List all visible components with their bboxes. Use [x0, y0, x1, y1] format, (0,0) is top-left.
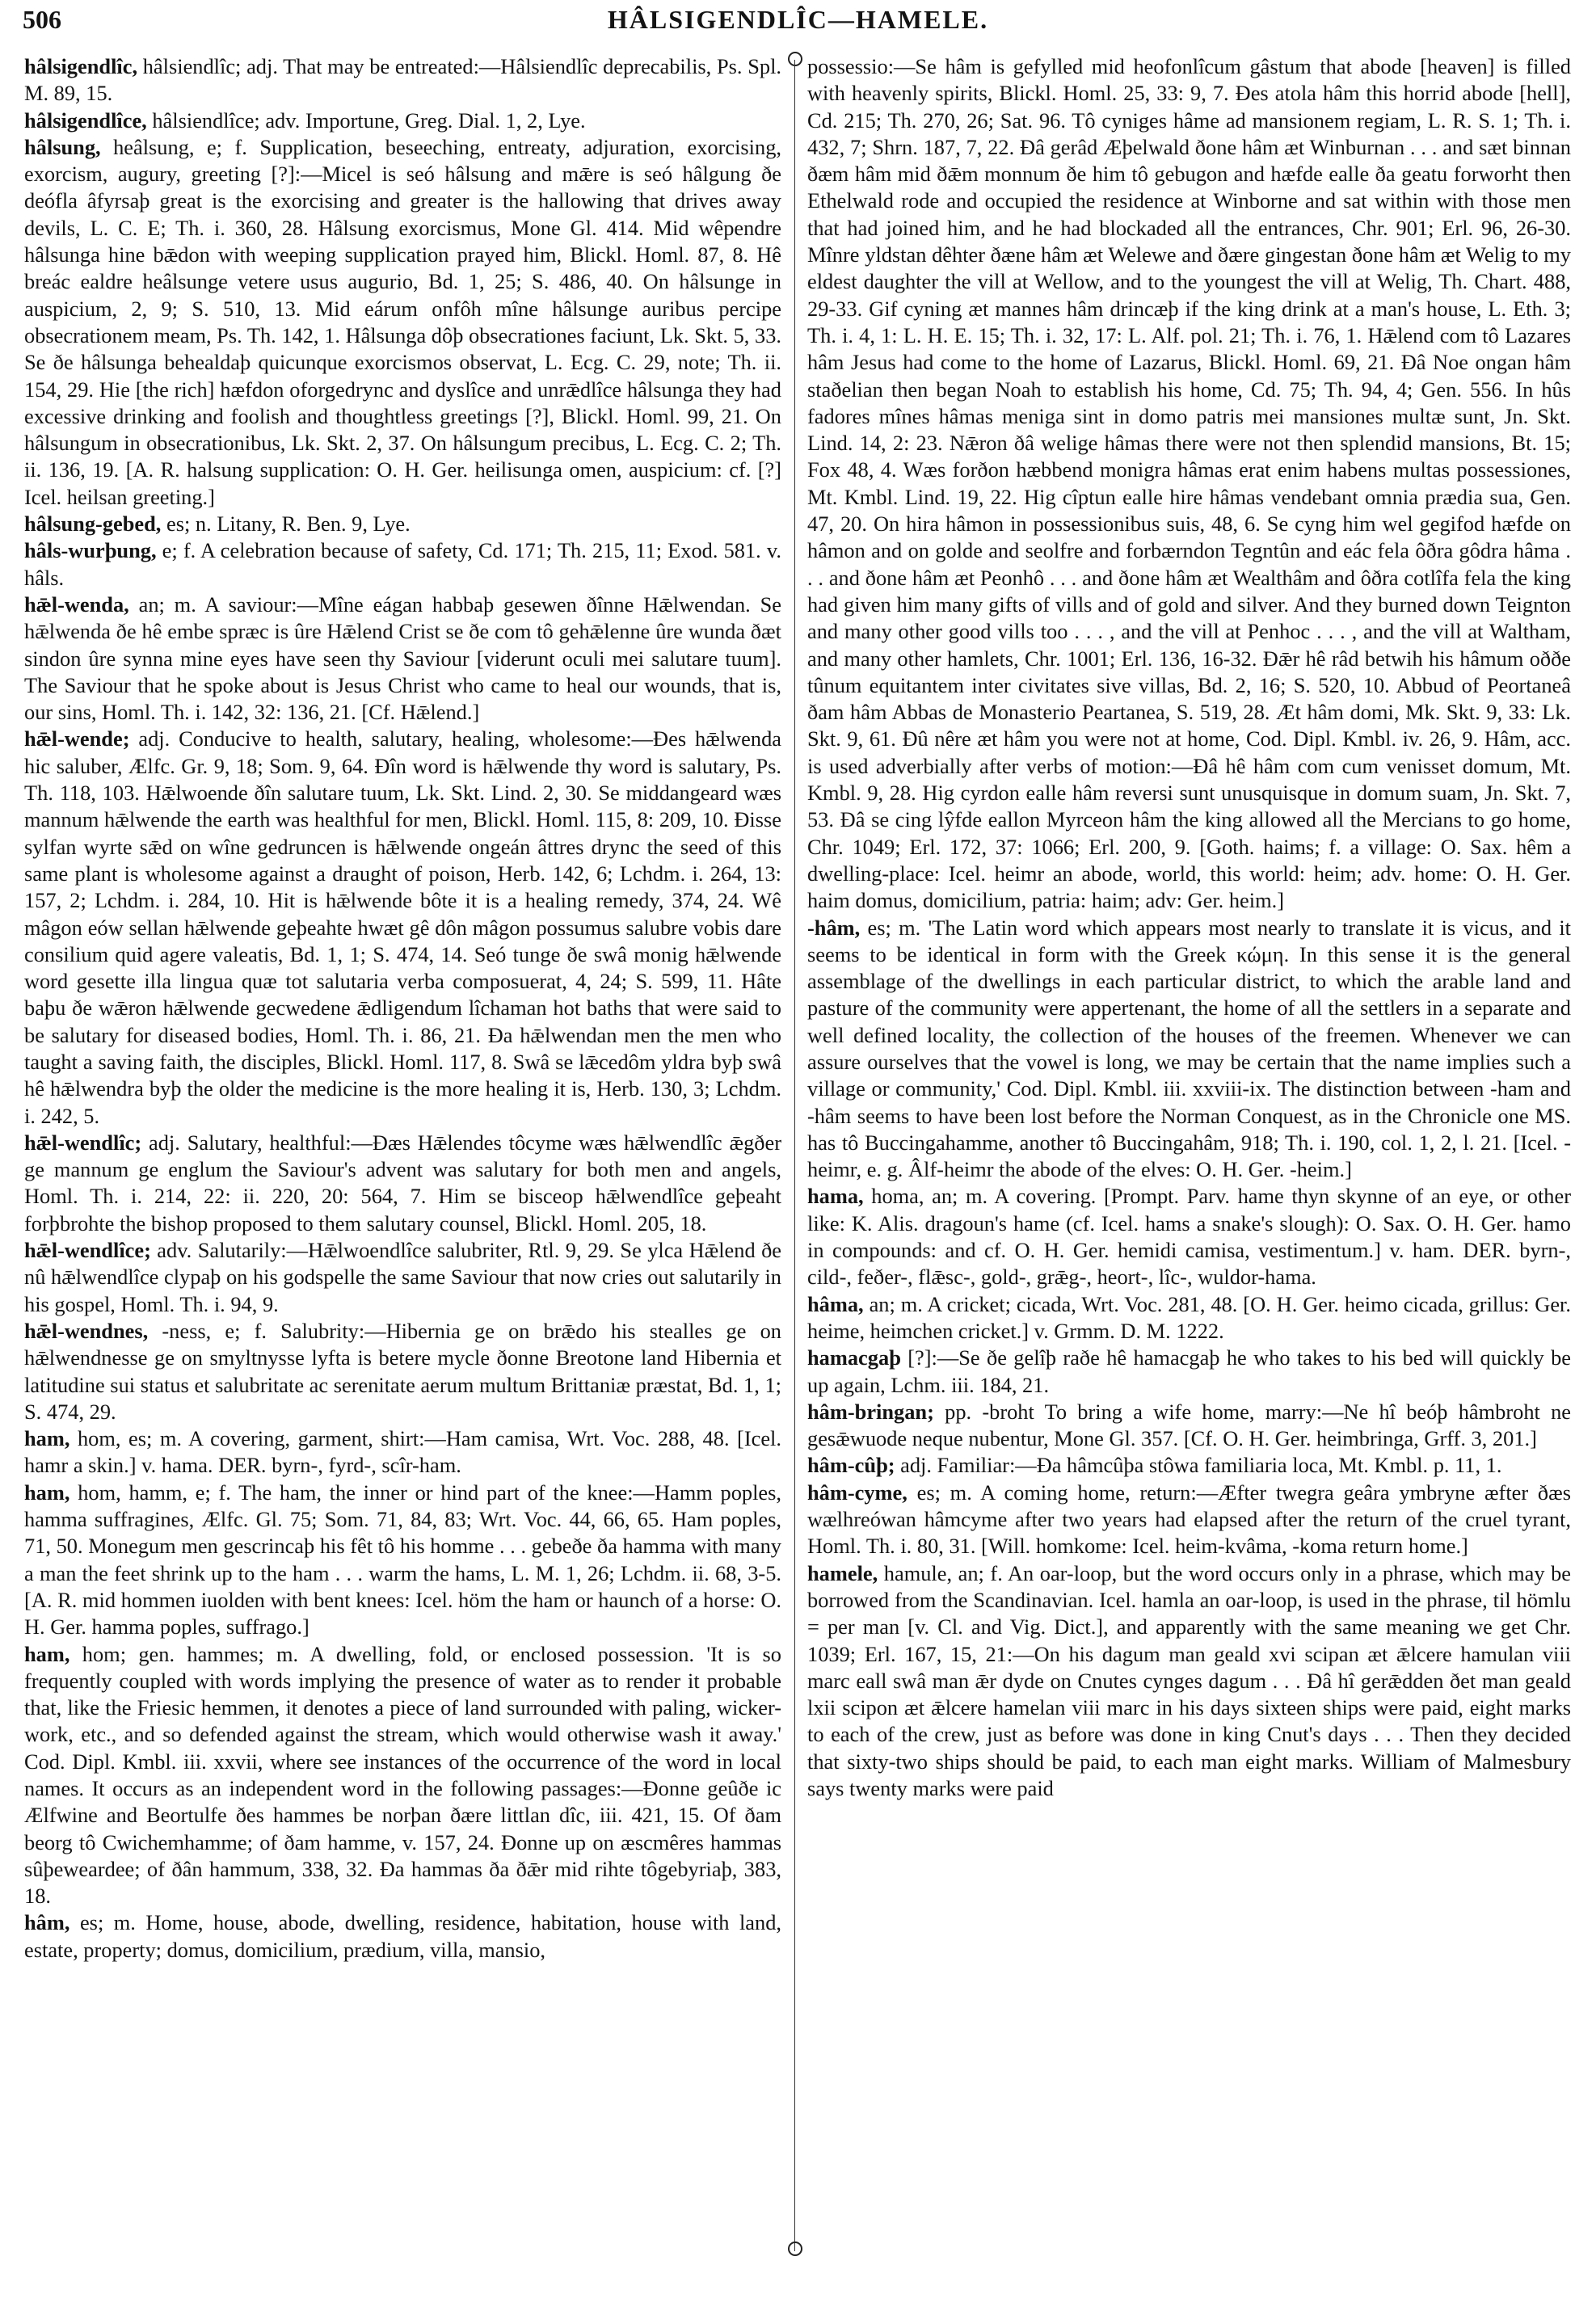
- entry-text: adv. Salutarily:—Hǣlwoendlîce salubriter, Rtl. 9, 29. Se ylca Hǣlend ðe nû hǣlwendlîce clypaþ on his godspelle the same Saviour that now cries out salutarily in his gospel, Homl. Th. i. 94, 9.: [24, 1238, 781, 1316]
- dictionary-entry: [807, 1452, 1571, 1479]
- entry-text: adj. Familiar:—Ða hâmcûþa stôwa familiaria loca, Mt. Kmbl. p. 11, 1.: [895, 1453, 1502, 1478]
- dictionary-entry: [24, 1425, 781, 1480]
- dictionary-entry: [24, 537, 781, 591]
- right-column: [807, 53, 1571, 2300]
- dictionary-entry: [24, 1909, 781, 1964]
- headword: hǣl-wendlîc;: [24, 1130, 142, 1155]
- entry-text: hâlsiendlîce; adv. Importune, Greg. Dial. 1, 2, Lye.: [146, 107, 586, 133]
- headword: hâls-wurþung,: [24, 538, 157, 563]
- entry-text: hom, es; m. A covering, garment, shirt:—Ham camisa, Wrt. Voc. 288, 48. [Icel. hamr a skin.] v. hama. DER. byrn-, fyrd-, scîr-ham.: [24, 1426, 781, 1478]
- dictionary-entry: [24, 1480, 781, 1641]
- dictionary-entry: [807, 1399, 1571, 1453]
- headword: hâm-bringan;: [807, 1399, 934, 1424]
- entry-text: heâlsung, e; f. Supplication, beseeching, entreaty, adjuration, exorcising, exorcism, augury, greeting [?]:—Micel is seó hâlsung and mǣre is seó hâlgung ðe deófla âfyrsaþ great is the exorcising and greater is the hallowing that drives away devils, L. C. E; Th. i. 360, 28. Hâlsung exorcismus, Mone Gl. 414. Mid wêpendre hâlsunga hine bǣdon with weeping supplication prayed him, Blickl. Homl. 87, 8. Hê breác ealdre heâlsunge vetere usus augurio, Bd. 1, 25; S. 486, 40. On hâlsunge in auspicium, 2, 9; S. 510, 13. Mid eárum onfôh mîne hâlsunge auribus percipe obsecrationem meam, Ps. Th. 142, 1. Hâlsunga dôþ obsecrationes faciunt, Lk. Skt. 5, 33. Se ðe hâlsunga behealdaþ quicunque exorcismos observat, L. Ecg. C. 29, note; Th. ii. 154, 29. Hie [the rich] hæfdon oforgedrync and dyslîce and unrǣdlîce hâlsunga they had excessive drinking and foolish and thoughtless greetings [?], Blickl. Homl. 99, 21. On hâlsungum in obsecrationibus, Lk. Skt. 2, 37. On hâlsungum precibus, L. Ecg. C. 2; Th. ii. 136, 19. [A. R. halsung supplication: O. H. Ger. heilisunga omen, auspicium: cf. [?] Icel. heilsan greeting.]: [24, 134, 781, 509]
- dictionary-entry: [24, 726, 781, 1129]
- dictionary-entry: [24, 1130, 781, 1237]
- column-ornament-bottom: [788, 2242, 802, 2256]
- headword: hâm,: [24, 1910, 70, 1935]
- entry-text: possessio:—Se hâm is gefylled mid heofonlîcum gâstum that abode [heaven] is filled with heavenly spirits, Blickl. Homl. 25, 33: 9, 7. Ðes atola hâm this horrid abode [hell], Cd. 215; Th. 270, 26; Sat. 96. Tô cyniges hâme ad mansionem regiam, L. R. S. 1; Th. i. 432, 7; Shrn. 187, 7, 22. Ðâ gerâd Æþelwald ðone hâm æt Winburnan . . . and sæt binnan ðæm hâm mid ðǣm monnum ðe him tô gebugon and hæfde ealle ða geatu forworht then Ethelwald rode and occupied the residence at Winborne and sat within with those men that had joined him, and he had blockaded all the entrances, Chr. 901; Erl. 96, 26-30. Mînre yldstan dêhter ðæne hâm æt Welewe and ðære gingestan ðone hâm æt Welig to my eldest daughter the vill at Wellow, and to the youngest the vill at Welig, Th. Chart. 488, 29-33. Gif cyning æt mannes hâm drincæþ if the king drink at a man's house, L. Eth. 3; Th. i. 4, 1: L. H. E. 15; Th. i. 32, 17: L. Alf. pol. 21; Th. i. 76, 1. Hǣlend com tô Lazares hâm Jesus had come to the home of Lazarus, Blickl. Homl. 69, 21. Ðâ Noe ongan hâm staðelian then began Noah to establish his home, Cd. 75; Th. 94, 4; Gen. 556. In hûs fadores mînes hâmas meniga sint in domo patris mei mansiones multæ sunt, Jn. Skt. Lind. 14, 2: 23. Nǣron ðâ welige hâmas there were not then splendid mansions, Bt. 15; Fox 48, 4. Wæs forðon hæbbend monigra hâmas erat enim habens multas possessiones, Mt. Kmbl. Lind. 19, 22. Hig cîptun ealle hire hâmas vendebant omnia prædia sua, Gen. 47, 20. On hira hâmon in possessionibus suis, 48, 6. Se cyng him wel gegifod hæfde on hâmon and on golde and seolfre and forbærndon Tegntûn and eác fela ôðra gôdra hâma . . . and ðone hâm æt Peonhô . . . and ðone hâm æt Wealthâm and ôðra cotlîfa fela the king had given him many gifts of vills and of gold and silver. And they burned down Teignton and many other good vills too . . . , and the vill at Penhoc . . . , and the vill at Waltham, and many other hamlets, Chr. 1001; Erl. 136, 16-32. Ðǣr hê râd betwih his hâmum oððe tûnum equitantem inter civitates sive villas, Bd. 2, 16; S. 520, 10. Abbud of Peortaneâ ðam hâm Abbas de Monasterio Peartanea, S. 519, 28. Æt hâm domi, Mk. Skt. 9, 33: Lk. Skt. 9, 61. Ðû nêre æt hâm you were not at home, Cod. Dipl. Kmbl. iv. 26, 9. Hâm, acc. is used adverbially after verbs of motion:—Ðâ hê hâm com cum venisset domum, Mt. Kmbl. 9, 28. Hig cyrdon ealle hâm reversi sunt unusquisque in domum suam, Jn. Skt. 7, 53. Ðâ se cing lŷfde eallon Myrceon hâm the king allowed all the Mercians to go home, Chr. 1049; Erl. 172, 37: 1066; Erl. 200, 9. [Goth. haims; f. a village: O. Sax. hêm a dwelling-place: Icel. heimr an abode, world, this world: heim; adv. home: O. H. Ger. haim domus, domicilium, patria: haim; adv: Ger. heim.]: [807, 54, 1571, 913]
- entry-text: e; f. A celebration because of safety, Cd. 171; Th. 215, 11; Exod. 581. v. hâls.: [24, 538, 781, 590]
- left-column: [24, 53, 781, 2300]
- dictionary-entry: [24, 591, 781, 726]
- headword: hâlsigendlîc,: [24, 54, 138, 78]
- headword: hama,: [807, 1184, 864, 1209]
- dictionary-entry: [24, 107, 781, 134]
- dictionary-entry: [807, 1183, 1571, 1290]
- column-divider: [794, 60, 795, 2251]
- entry-text: hom; gen. hammes; m. A dwelling, fold, or enclosed possession. 'It is so frequently coupled with words implying the presence of water as to render it probable that, like the Friesic hemmen, it denotes a piece of land surrounded with paling, wicker-work, etc., and so defended against the stream, which would otherwise wash it away.' Cod. Dipl. Kmbl. iii. xxvii, where see instances of the occurrence of the word in local names. It occurs as an independent word in the following passages:—Ðonne geûðe ic Ælfwine and Beortulfe ðes hammes be norþan ðære littlan dîc, iii. 421, 15. Of ðam beorg tô Cwichemhamme; of ðam hamme, v. 157, 24. Ðonne up on æscmêres hammas sûþeweardee; of ðân hammum, 338, 32. Ða hammas ða ðǣr mid rihte tôgebyriaþ, 383, 18.: [24, 1641, 781, 1909]
- entry-text: an; m. A saviour:—Mîne eágan habbaþ gesewen ðînne Hǣlwendan. Se hǣlwenda ðe hê embe spræc is ûre Hǣlend Crist se ðe com tô gehǣlenne ûre wunda ðæt sindon ûre synna mine eyes have seen thy Saviour [viderunt oculi mei salutare tuum]. The Saviour that he spoke about is Jesus Christ who came to heal our wounds, that is, our sins, Homl. Th. i. 142, 32: 136, 21. [Cf. Hǣlend.]: [24, 591, 781, 725]
- entry-text: hâlsiendlîc; adj. That may be entreated:—Hâlsiendlîc deprecabilis, Ps. Spl. M. 89, 15.: [24, 54, 781, 106]
- dictionary-entry: [807, 1345, 1571, 1399]
- headword: hâlsung-gebed,: [24, 511, 162, 537]
- headword: hǣl-wenda,: [24, 591, 129, 617]
- entry-text: es; m. A coming home, return:—Æfter twegra geâra ymbryne æfter ðæs wælhreówan hâmcyme after two years had elapsed after the return of the cruel tyrant, Homl. Th. i. 80, 31. [Will. homkome: Icel. heim-kvâma, -koma return home.]: [807, 1480, 1571, 1559]
- headword: hâm-cûþ;: [807, 1453, 895, 1478]
- dictionary-entry: [807, 53, 1571, 915]
- entry-text: hom, hamm, e; f. The ham, the inner or hind part of the knee:—Hamm poples, hamma suffragines, Ælfc. Gl. 75; Som. 71, 84, 83; Wrt. Voc. 44, 66, 65. Ham poples, 71, 50. Monegum men gescrincaþ his fêt tô his homme . . . gebeðe ða hamma with many a man the feet shrink up to the ham . . . warm the hams, L. M. 1, 26; Lchdm. ii. 68, 3-5. [A. R. mid hommen iuolden with bent knees: Icel. höm the ham or haunch of a horse: O. H. Ger. hamma poples, suffrago.]: [24, 1480, 781, 1640]
- entry-text: adj. Conducive to health, salutary, healing, wholesome:—Ðes hǣlwenda hic saluber, Ælfc. Gr. 9, 18; Som. 9, 64. Ðîn word is hǣlwende thy word is salutary, Ps. Th. 118, 103. Hǣlwoende ðîn salutare tuum, Lk. Skt. Lind. 2, 30. Se middangeard wæs mannum hǣlwende the earth was healthful for men, Blickl. Homl. 115, 8: 209, 10. Ðisse sylfan wyrte sǣd on wîne gedruncen is hǣlwende ongeán âttres drync the seed of this same plant is wholesome against a draught of poison, Herb. 142, 6; Lchdm. i. 264, 13: 157, 2; Lchdm. i. 284, 10. Hit is hǣlwende bôte it is a healing remedy, 374, 24. Wê mâgon eów sellan hǣlwende geþeahte hwæt gê dôn mâgon possumus salubre vobis dare consilium quid agere valeatis, Bd. 1, 1; S. 474, 14. Seó tunge ðe swâ monig hǣlwende word gesette illa lingua quæ tot salutaria verba composuerat, 4, 24; S. 599, 11. Hâte baþu ðe wǣron hǣlwende gecwedene ǣdligendum lîchaman hot baths that were said to be salutary for diseased bodies, Homl. Th. i. 86, 21. Ða hǣlwendan men the men who taught a saving faith, the disciples, Blickl. Homl. 117, 8. Swâ se lǣcedôm yldra byþ swâ hê hǣlwendra byþ the older the medicine is the more healing it is, Herb. 130, 3; Lchdm. i. 242, 5.: [24, 726, 781, 1128]
- headword: ham,: [24, 1480, 70, 1505]
- entry-text: hamule, an; f. An oar-loop, but the word occurs only in a phrase, which may be borrowed from the Scandinavian. Icel. hamla an oar-loop, is used in the phrase, til hömlu = per man [v. Cl. and Vig. Dict.], and apparently with the same meaning we get Chr. 1039; Erl. 167, 15, 21:—On his dagum man geald xvi scipan æt ǣlcere hamulan viii marc eall swâ man ǣr dyde on Cnutes cynges dagum . . . Ðâ hî gerǣdden ðet man geald lxii scipon æt ǣlcere hamelan viii marc in his days sixteen ships were paid, eight marks to each of the crew, just as before was done in king Cnut's days . . . Then they decided that sixty-two ships should be paid, to each man eight marks. William of Malmesbury says twenty marks were paid: [807, 1560, 1571, 1800]
- dictionary-entry: [24, 511, 781, 537]
- entry-text: es; n. Litany, R. Ben. 9, Lye.: [161, 511, 411, 537]
- headword: hâm-cyme,: [807, 1480, 907, 1505]
- dictionary-entry: [807, 915, 1571, 1184]
- headword: ham,: [24, 1426, 70, 1451]
- page-number: 506: [23, 5, 61, 34]
- dictionary-entry: [24, 134, 781, 511]
- headword: hamele,: [807, 1560, 878, 1585]
- dictionary-entry: [24, 1318, 781, 1425]
- headword: hâlsung,: [24, 134, 101, 159]
- headword: hamacgaþ: [807, 1345, 901, 1370]
- entry-text: adj. Salutary, healthful:—Ðæs Hǣlendes tôcyme wæs hǣlwendlîc ǣgðer ge mannum ge englum the Saviour's advent was salutary for both men and angels, Homl. Th. i. 214, 22: ii. 220, 20: 564, 7. Him se bisceop hǣlwendlîce geþeaht forþbrohte the bishop proposed to them salutary counsel, Blickl. Homl. 205, 18.: [24, 1130, 781, 1235]
- entry-text: es; m. Home, house, abode, dwelling, residence, habitation, house with land, estate, property; domus, domicilium, prædium, villa, mansio,: [24, 1910, 781, 1962]
- dictionary-entry: [807, 1480, 1571, 1560]
- headword: -hâm,: [807, 915, 861, 940]
- page-title: HÂLSIGENDLÎC—HAMELE.: [607, 5, 989, 34]
- page-header: [23, 5, 1573, 40]
- entry-text: homa, an; m. A covering. [Prompt. Parv. hame thyn skynne of an eye, or other like: K. Alis. dragoun's hame (cf. Icel. hams a snake's slough): O. Sax. O. H. Ger. hamo in compounds: and cf. O. H. Ger. hemidi camisa, vestimentum.] v. ham. DER. byrn-, cild-, feðer-, flǣsc-, gold-, grǣg-, heort-, lîc-, wuldor-hama.: [807, 1184, 1571, 1290]
- dictionary-entry: [24, 1237, 781, 1318]
- dictionary-entry: [24, 1641, 781, 1910]
- entry-text: [?]:—Se ðe gelîþ raðe hê hamacgaþ he who takes to his bed will quickly be up again, Lchm. iii. 184, 21.: [807, 1345, 1571, 1397]
- headword: hǣl-wende;: [24, 726, 130, 751]
- headword: ham,: [24, 1641, 70, 1666]
- dictionary-entry: [24, 53, 781, 107]
- headword: hǣl-wendnes,: [24, 1318, 149, 1343]
- headword: hâma,: [807, 1291, 864, 1316]
- headword: hâlsigendlîce,: [24, 107, 147, 133]
- entry-text: an; m. A cricket; cicada, Wrt. Voc. 281, 48. [O. H. Ger. heimo cicada, grillus: Ger. heime, heimchen cricket.] v. Grmm. D. M. 1222.: [807, 1291, 1571, 1343]
- entry-text: pp. -broht To bring a wife home, marry:—Ne hî beóþ hâmbroht ne gesǣwuode neque nubentur, Mone Gl. 357. [Cf. O. H. Ger. heimbringa, Grff. 3, 201.]: [807, 1399, 1571, 1451]
- entry-text: -ness, e; f. Salubrity:—Hibernia ge on brǣdo his stealles ge on hǣlwendnesse ge on smyltnysse lyfta is betere mycle ðonne Breotone land Hibernia et latitudine sui status et salubritate ac serenitate aerum multum Brittaniæ præstat, Bd. 1, 1; S. 474, 29.: [24, 1318, 781, 1424]
- dictionary-entry: [807, 1560, 1571, 1803]
- column-ornament-top: [788, 52, 802, 66]
- headword: hǣl-wendlîce;: [24, 1238, 151, 1263]
- entry-text: es; m. 'The Latin word which appears most nearly to translate it is vicus, and it seems to be identical in form with the Greek κώμη. In this sense it is the general assemblage of the dwellings in each particular district, to which the arable land and pasture of the community were appertenant, the home of all the settlers in a separate and well defined locality, the collection of the houses of the freemen. Whenever we can assure ourselves that the vowel is long, we may be certain that the name implies such a village or community,' Cod. Dipl. Kmbl. iii. xxviii-ix. The distinction between -ham and -hâm seems to have been lost before the Norman Conquest, as in the Chronicle one MS. has tô Buccingahamme, another tô Buccingahâm, 918; Th. i. 190, col. 1, 2, l. 21. [Icel. -heimr, e. g. Âlf-heimr the abode of the elves: O. H. Ger. -heim.]: [807, 915, 1571, 1182]
- dictionary-entry: [807, 1291, 1571, 1345]
